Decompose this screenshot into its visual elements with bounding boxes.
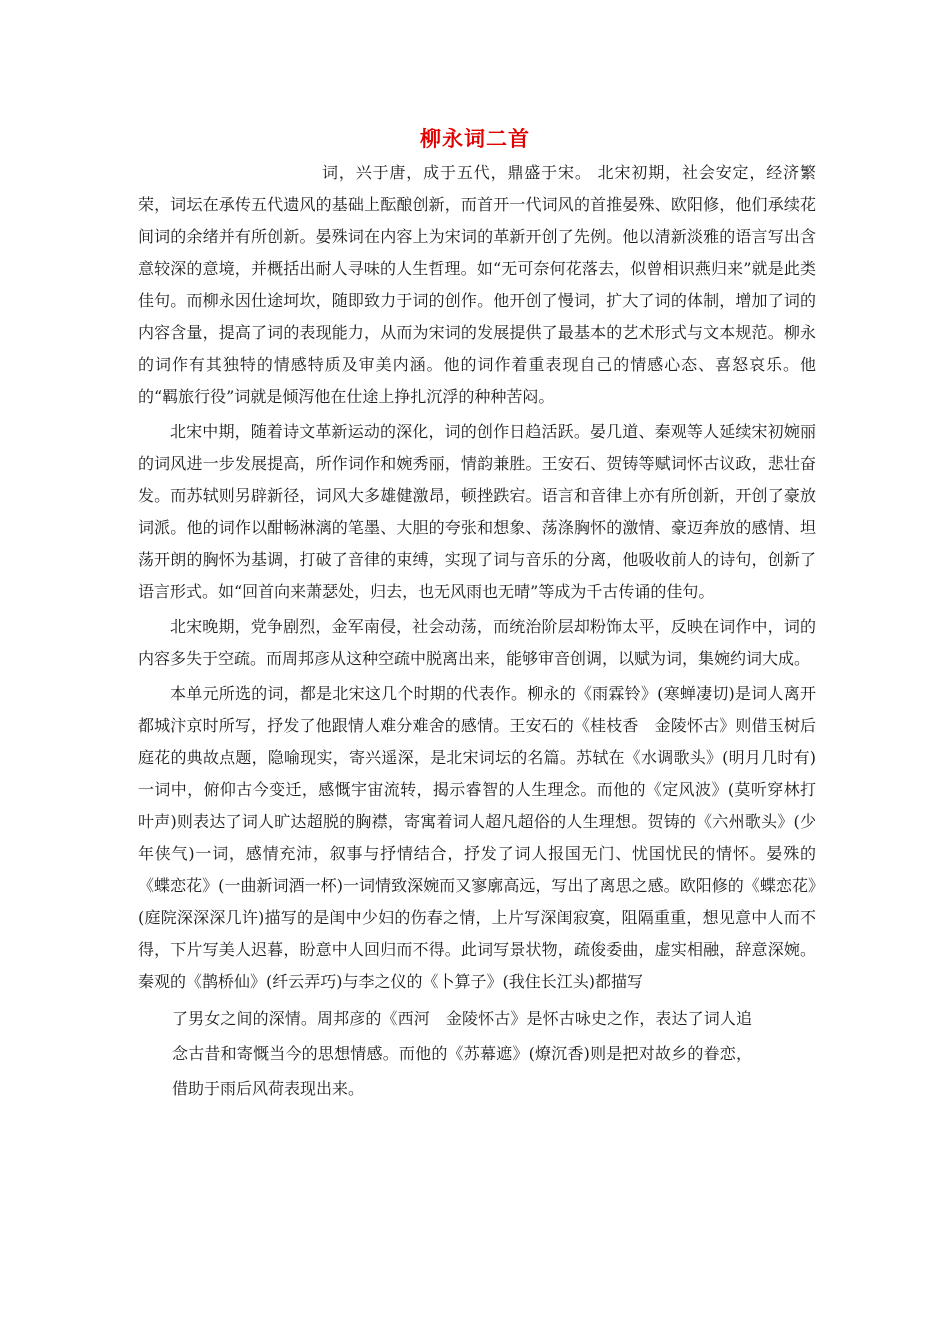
document-body bbox=[138, 157, 816, 1106]
paragraph-late-period: 北宋晚期，党争剧烈，金军南侵，社会动荡，而统治阶层却粉饰太平，反映在词作中，词的内容多失于空疏。而周邦彦从这种空疏中脱离出来，能够审音创调，以赋为词，集婉约词大成。 bbox=[138, 617, 816, 668]
page-title: 柳永词二首 bbox=[420, 126, 530, 151]
paragraph-middle-period: 北宋中期，随着诗文革新运动的深化，词的创作日趋活跃。晏几道、秦观等人延续宋初婉丽的词风进一步发展提高，所作词作和婉秀丽，情韵兼胜。王安石、贺铸等赋词怀古议政，悲壮奋发。而苏轼则另辟新径，词风大多雄健激昂，顿挫跌宕。语言和音律上亦有所创新，开创了豪放词派。他的词作以酣畅淋漓的笔墨、大胆的夸张和想象、荡涤胸怀的激情、豪迈奔放的感情、坦荡开朗的胸怀为基调，打破了音律的束缚，实现了词与音乐的分离，他吸收前人的诗句，创新了语言形式。如“回首向来萧瑟处，归去，也无风雨也无晴”等成为千古传诵的佳句。 bbox=[138, 422, 816, 601]
paragraph-intro: 词，兴于唐，成于五代，鼎盛于宋。 北宋初期，社会安定，经济繁荣，词坛在承传五代遗风的基础上酝酿创新，而首开一代词风的首推晏殊、欧阳修，他们承续花间词的余绪并有所创新。晏殊词在内容上为宋词的革新开创了先例。他以清新淡雅的语言写出含意较深的意境，并概括出耐人寻味的人生哲理。如“无可奈何花落去，似曾相识燕归来”就是此类佳句。而柳永因仕途坷坎，随即致力于词的创作。他开创了慢词，扩大了词的体制，增加了词的内容含量，提高了词的表现能力，从而为宋词的发展提供了最基本的艺术形式与文本规范。柳永的词作有其独特的情感特质及审美内涵。他的词作着重表现自己的情感心态、喜怒哀乐。他的“羁旅行役”词就是倾泻他在仕途上挣扎沉浮的种种苦闷。 bbox=[138, 163, 816, 406]
paragraph-unit-selection: 本单元所选的词，都是北宋这几个时期的代表作。柳永的《雨霖铃》(寒蝉凄切)是词人离开都城汴京时所写，抒发了他跟情人难分难舍的感情。王安石的《桂枝香 金陵怀古》则借玉树后庭花的典故点题，隐喻现实，寄兴遥深，是北宋词坛的名篇。苏轼在《水调歌头》(明月几时有)一词中，俯仰古今变迁，感慨宇宙流转，揭示睿智的人生理念。而他的《定风波》(莫听穿林打叶声)则表达了词人旷达超脱的胸襟，寄寓着词人超凡超俗的人生理想。贺铸的《六州歌头》(少年侠气)一词，感情充沛，叙事与抒情结合，抒发了词人报国无门、忧国忧民的情怀。晏殊的《蝶恋花》(一曲新词酒一杯)一词情致深婉而又寥廓高远，写出了离思之感。欧阳修的《蝶恋花》(庭院深深深几许)描写的是闺中少妇的伤春之情，上片写深闺寂寞，阻隔重重，想见意中人而不得，下片写美人迟暮，盼意中人回归而不得。此词写景状物，疏俊委曲，虚实相融，辞意深婉。秦观的《鹊桥仙》(纤云弄巧)与李之仪的《卜算子》(我住长江头)都描写 bbox=[138, 684, 816, 991]
paragraph-continuation: 了男女之间的深情。周邦彦的《西河 金陵怀古》是怀古咏史之作，表达了词人追念古昔和寄慨当今的思想情感。而他的《苏幕遮》(燎沉香)则是把对故乡的眷恋，借助于雨后风荷表现出来。 bbox=[172, 1009, 752, 1098]
